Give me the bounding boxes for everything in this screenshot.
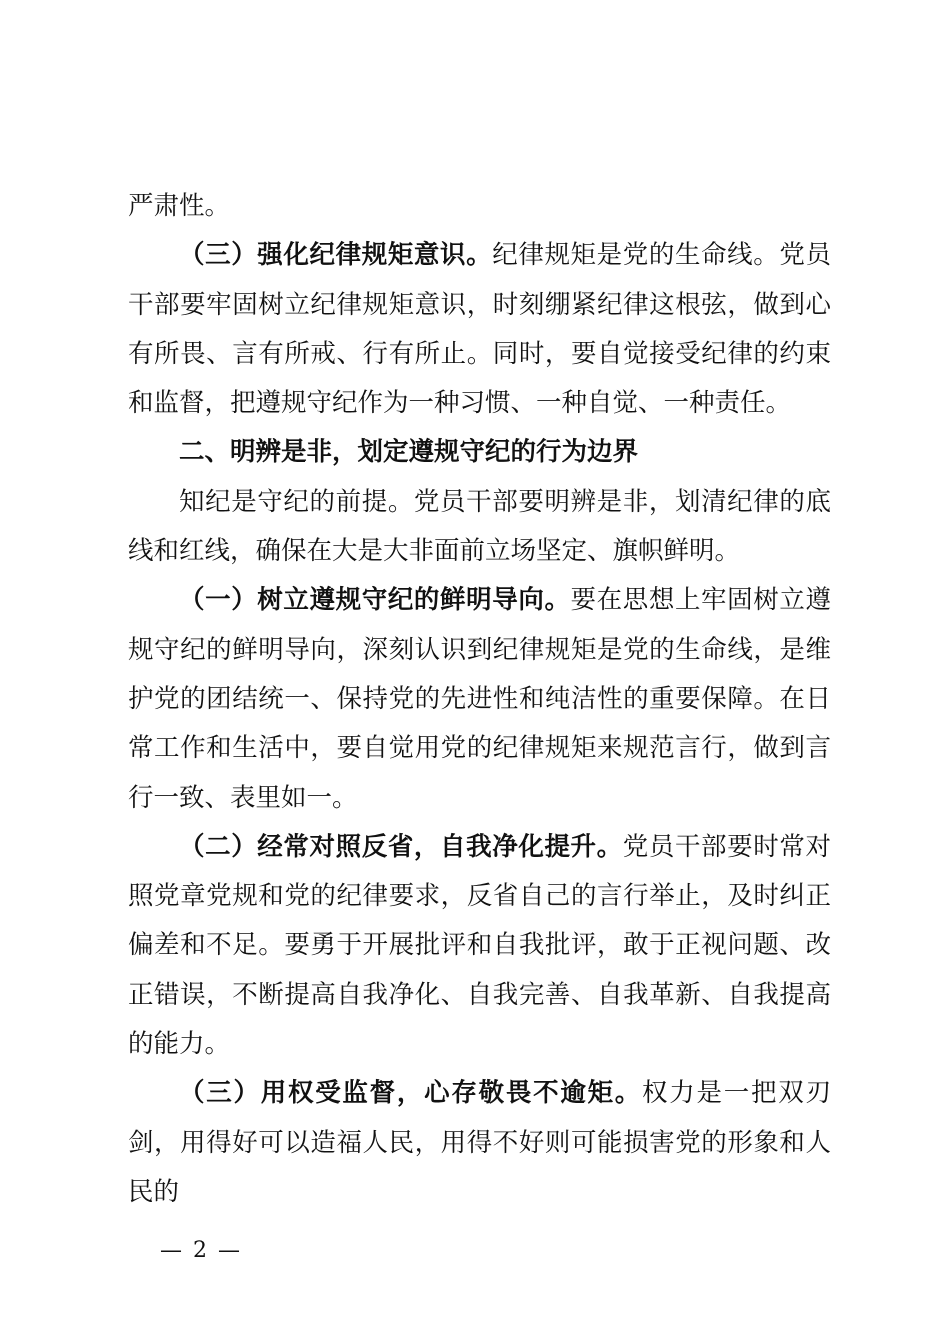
paragraph-lead: （三）用权受监督，心存敬畏不逾矩。	[179, 1078, 643, 1109]
paragraph: 严肃性。	[128, 191, 231, 221]
paragraph: （一）树立遵规守纪的鲜明导向。要在思想上牢固树立遵规守纪的鲜明导向，深刻认识到纪律规矩是党的生命线，是维护党的团结统一、保持党的先进性和纯洁性的重要保障。在日常工作和生活中，要自觉用党的纪律规矩来规范言行，做到言行一致、表里如一。	[128, 585, 831, 813]
paragraph: 知纪是守纪的前提。党员干部要明辨是非，划清纪律的底线和红线，确保在大是大非面前立场坚定、旗帜鲜明。	[128, 486, 831, 567]
page-number: — 2 —	[160, 1238, 242, 1263]
paragraph-lead: （二）经常对照反省，自我净化提升。	[179, 831, 623, 862]
paragraph-lead: （一）树立遵规守纪的鲜明导向。	[179, 585, 571, 616]
section-heading: 二、明辨是非，划定遵规守纪的行为边界	[179, 437, 639, 468]
paragraph: （二）经常对照反省，自我净化提升。党员干部要时常对照党章党规和党的纪律要求，反省自己的言行举止，及时纠正偏差和不足。要勇于开展批评和自我批评，敢于正视问题、改正错误，不断提高自我净化、自我完善、自我革新、自我提高的能力。	[128, 831, 831, 1060]
body-text	[128, 182, 831, 1217]
paragraph: （三）强化纪律规矩意识。纪律规矩是党的生命线。党员干部要牢固树立纪律规矩意识，时刻绷紧纪律这根弦，做到心有所畏、言有所戒、行有所止。同时，要自觉接受纪律的约束和监督，把遵规守纪作为一种习惯、一种自觉、一种责任。	[128, 240, 831, 419]
paragraph: （三）用权受监督，心存敬畏不逾矩。权力是一把双刃剑，用得好可以造福人民，用得不好则可能损害党的形象和人民的	[128, 1078, 831, 1207]
paragraph-lead: （三）强化纪律规矩意识。	[179, 240, 493, 271]
